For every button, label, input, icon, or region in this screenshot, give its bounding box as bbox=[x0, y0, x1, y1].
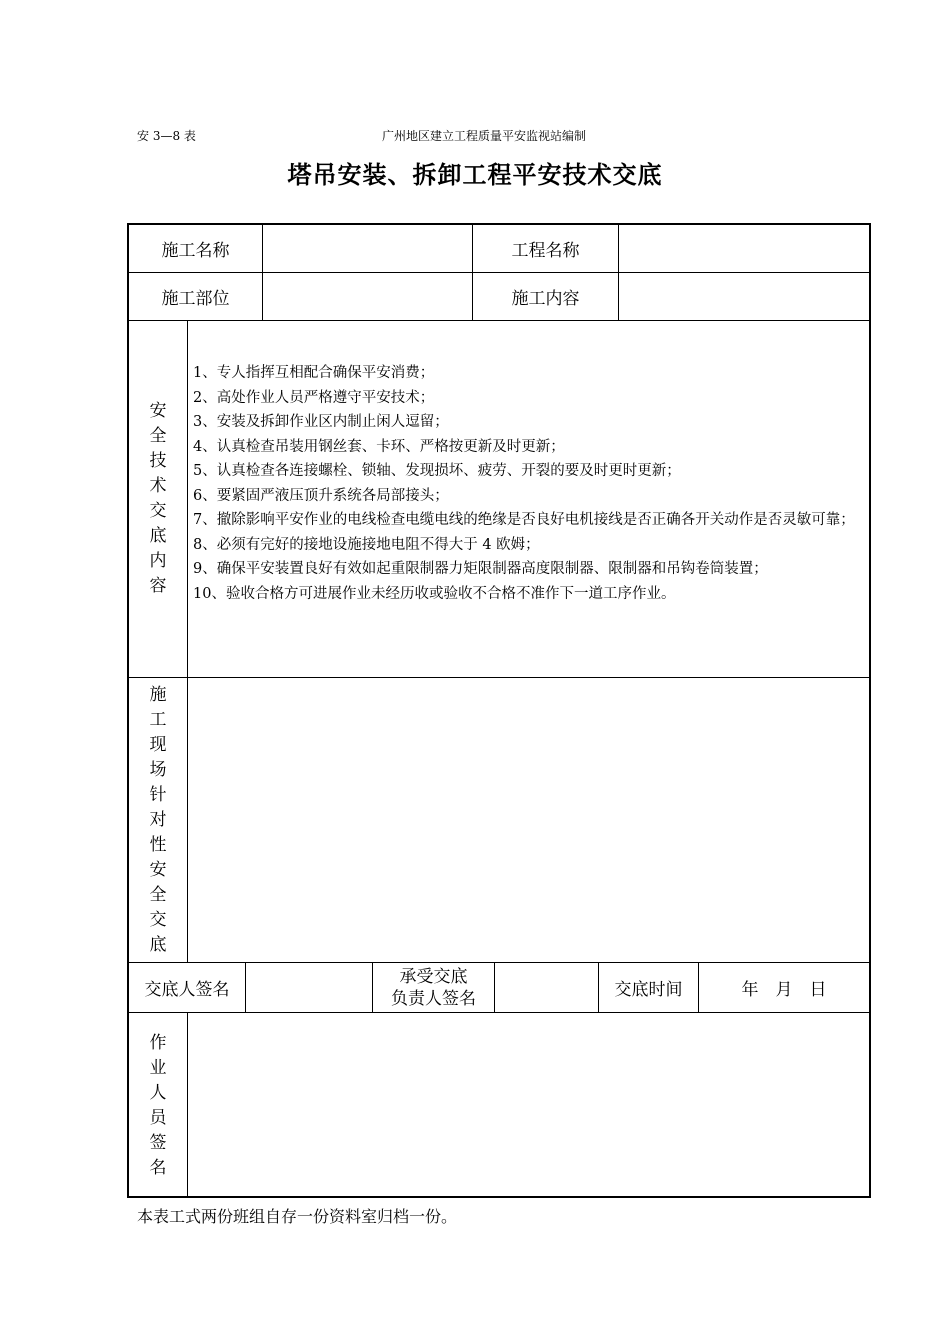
label-char: 安 bbox=[149, 401, 167, 421]
receiver-sign-label-line2: 负责人签名 bbox=[391, 988, 476, 1009]
document-title: 塔吊安装、拆卸工程平安技术交底 bbox=[287, 160, 663, 189]
receiver-sign-field[interactable] bbox=[495, 963, 598, 1012]
brief-time-label: 交底时间 bbox=[614, 980, 683, 1000]
label-char: 人 bbox=[149, 1082, 167, 1103]
list-item: 9、确保平安装置良好有效如起重限制器力矩限制器高度限制器、限制器和吊钩卷筒装置； bbox=[193, 561, 768, 577]
footer-note: 本表工式两份班组自存一份资料室归档一份。 bbox=[137, 1207, 458, 1226]
project-name-label: 工程名称 bbox=[511, 241, 580, 261]
label-char: 交 bbox=[149, 909, 167, 930]
label-char: 签 bbox=[149, 1132, 167, 1153]
construction-content-field[interactable] bbox=[619, 273, 869, 320]
construction-part-label: 施工部位 bbox=[161, 289, 230, 309]
worker-sign-field[interactable] bbox=[188, 1013, 869, 1198]
label-char: 底 bbox=[149, 526, 167, 546]
label-char: 工 bbox=[149, 709, 167, 730]
briefer-sign-field[interactable] bbox=[246, 963, 372, 1012]
safety-items-list bbox=[193, 361, 867, 606]
list-item: 3、安装及拆卸作业区内制止闲人逗留； bbox=[193, 414, 449, 430]
site-section-label bbox=[129, 678, 187, 962]
label-char: 性 bbox=[149, 834, 167, 855]
list-item: 2、高处作业人员严格遵守平安技术； bbox=[193, 389, 435, 406]
label-char: 技 bbox=[149, 451, 167, 471]
list-item: 1、专人指挥互相配合确保平安消费； bbox=[193, 365, 435, 381]
brief-time-field[interactable]: 年 月 日 bbox=[741, 980, 827, 1000]
label-char: 场 bbox=[149, 759, 167, 780]
label-char: 术 bbox=[149, 476, 167, 496]
label-char: 作 bbox=[149, 1032, 167, 1053]
label-char: 底 bbox=[149, 934, 167, 955]
label-char: 施 bbox=[149, 684, 167, 705]
safety-section-label bbox=[129, 321, 187, 677]
worker-sign-label bbox=[129, 1013, 187, 1198]
list-item: 8、必须有完好的接地设施接地电阻不得大于 4 欧姆； bbox=[193, 536, 540, 553]
list-item: 5、认真检查各连接螺栓、锁轴、发现损坏、疲劳、开裂的要及时更时更新； bbox=[193, 463, 681, 479]
label-char: 对 bbox=[149, 809, 167, 830]
label-char: 交 bbox=[149, 501, 167, 521]
label-char: 全 bbox=[149, 884, 167, 905]
label-char: 业 bbox=[149, 1057, 167, 1078]
project-name-field[interactable] bbox=[619, 225, 869, 272]
receiver-sign-label-line1: 承受交底 bbox=[399, 966, 468, 987]
label-char: 名 bbox=[149, 1157, 167, 1178]
label-char: 安 bbox=[149, 859, 167, 880]
label-char: 员 bbox=[149, 1107, 167, 1128]
briefer-sign-label: 交底人签名 bbox=[144, 980, 230, 1000]
list-item: 6、要紧固严液压顶升系统各局部接头； bbox=[193, 487, 449, 504]
issuer-text: 广州地区建立工程质量平安监视站编制 bbox=[382, 129, 587, 143]
site-briefing-field[interactable] bbox=[188, 678, 869, 962]
construction-part-field[interactable] bbox=[263, 273, 472, 320]
receiver-sign-label bbox=[373, 963, 494, 1012]
construction-content-label: 施工内容 bbox=[511, 289, 580, 309]
form-code: 安 3—8 表 bbox=[137, 129, 196, 143]
label-char: 容 bbox=[149, 576, 167, 596]
label-char: 内 bbox=[149, 551, 167, 571]
label-char: 针 bbox=[149, 784, 167, 805]
list-item: 10、验收合格方可进展作业未经历收或验收不合格不准作下一道工序作业。 bbox=[193, 585, 676, 602]
label-char: 现 bbox=[149, 734, 167, 755]
construction-unit-field[interactable] bbox=[263, 225, 472, 272]
construction-unit-label: 施工名称 bbox=[161, 241, 230, 261]
list-item: 7、撤除影响平安作业的电线检查电缆电线的绝缘是否良好电机接线是否正确各开关动作是否灵敏可靠； bbox=[193, 512, 855, 528]
label-char: 全 bbox=[149, 426, 167, 446]
list-item: 4、认真检查吊装用钢丝套、卡环、严格按更新及时更新； bbox=[193, 438, 565, 455]
row-divider bbox=[129, 320, 869, 321]
